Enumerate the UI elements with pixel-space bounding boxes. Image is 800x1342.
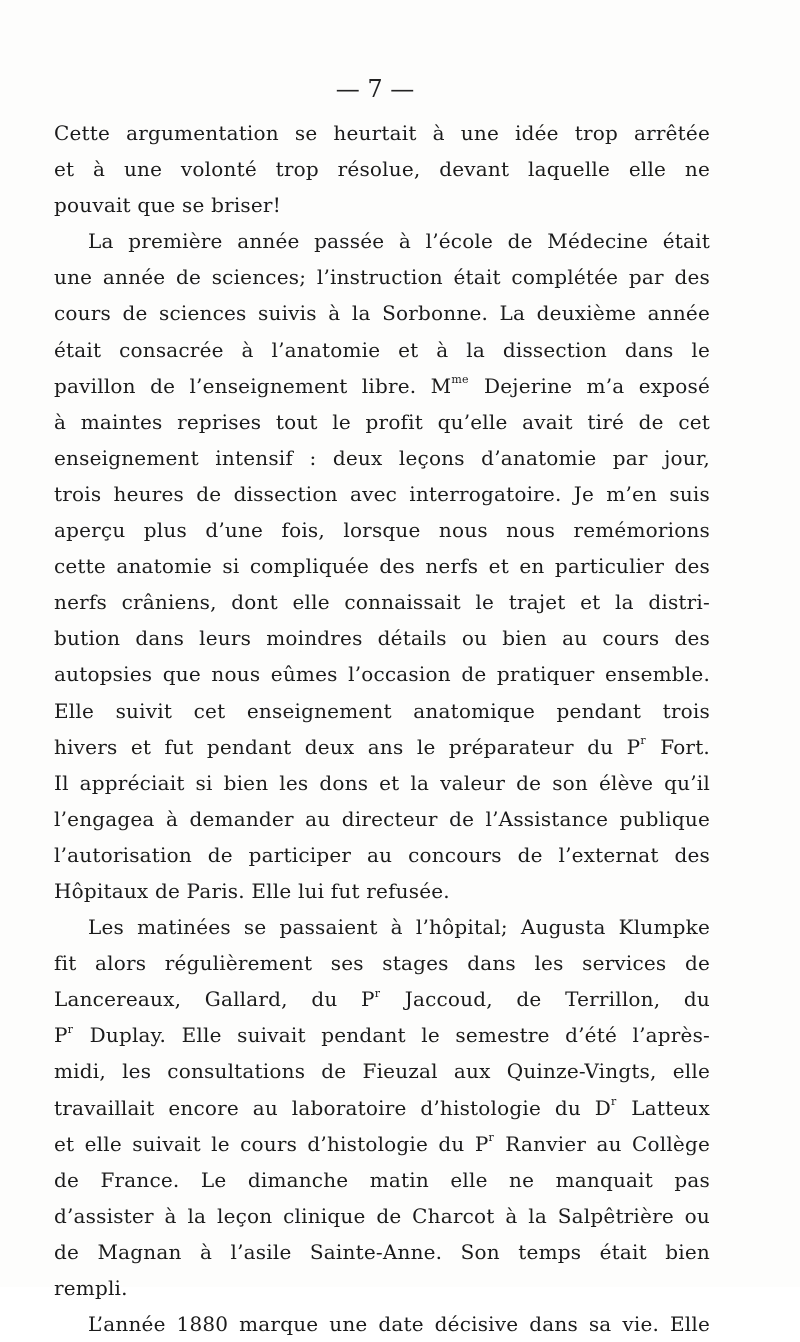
text-line (54, 981, 710, 1017)
text-line (54, 440, 710, 476)
text-segment: Lancereaux, Gallard, du P (54, 987, 375, 1012)
text-line (54, 223, 710, 259)
text-segment: P (54, 1023, 68, 1048)
text-line (54, 404, 710, 440)
text-line (54, 1162, 710, 1198)
text-line (54, 1198, 710, 1234)
text-line (54, 1270, 710, 1306)
text-line (54, 1017, 710, 1053)
text-line (54, 476, 710, 512)
superscript: me (451, 373, 469, 386)
text-segment: Les matinées se passaient à l’hôpital; Augusta Klumpke (88, 915, 710, 940)
text-segment: Cette argumentation se heurtait à une idée trop arrêtée (54, 121, 710, 145)
text-segment: bution dans leurs moindres détails ou bien au cours des (54, 626, 710, 651)
text-segment: aperçu plus d’une fois, lorsque nous nous remémorions (54, 518, 710, 543)
text-segment: Jaccoud, de Terrillon, du (381, 987, 711, 1012)
text-segment: cours de sciences suivis à la Sorbonne. La deuxième année (54, 301, 710, 326)
text-segment: cette anatomie si compliquée des nerfs et en particulier des (54, 554, 710, 579)
text-segment: La première année passée à l’école de Médecine était (88, 229, 710, 254)
text-segment: et à une volonté trop résolue, devant laquelle elle ne (54, 157, 710, 182)
page-number: — 7 — (335, 75, 415, 103)
text-line (54, 1126, 710, 1162)
text-segment: l’autorisation de participer au concours de l’externat des (54, 842, 710, 867)
text-line (54, 729, 710, 765)
text-line (54, 368, 710, 404)
text-line (54, 801, 710, 837)
text-segment: Il appréciait si bien les dons et la valeur de son élève qu’il (54, 770, 710, 795)
text-segment: l’engagea à demander au directeur de l’Assistance publique (54, 806, 710, 831)
body-text (54, 115, 710, 1342)
text-line (54, 332, 710, 368)
text-segment: Hôpitaux de Paris. Elle lui fut refusée. (54, 878, 450, 903)
text-segment: hivers et fut pendant deux ans le préparateur du P (54, 734, 641, 759)
text-segment: Duplay. Elle suivait pendant le semestre d’été l’après- (74, 1023, 710, 1048)
text-line (54, 1234, 710, 1270)
text-line (54, 837, 710, 873)
text-segment: pavillon de l’enseignement libre. M (54, 373, 452, 398)
text-line (54, 512, 710, 548)
text-line (54, 295, 710, 331)
text-segment: Latteux (617, 1095, 710, 1120)
text-line (54, 548, 710, 584)
text-segment: d’assister à la leçon clinique de Charcot à la Salpêtrière ou (54, 1203, 710, 1228)
text-line (54, 909, 710, 945)
superscript: r (640, 733, 646, 747)
text-segment: autopsies que nous eûmes l’occasion de pratiquer ensemble. (54, 662, 710, 687)
text-line (54, 1090, 710, 1126)
text-segment: enseignement intensif : deux leçons d’anatomie par jour, (54, 445, 710, 470)
superscript: r (67, 1022, 74, 1036)
superscript: r (488, 1130, 494, 1144)
superscript: r (374, 986, 381, 1000)
superscript: r (611, 1094, 617, 1108)
text-segment: trois heures de dissection avec interrogatoire. Je m’en suis (54, 481, 710, 506)
text-segment: fit alors régulièrement ses stages dans les services de (54, 951, 710, 976)
text-segment: était consacrée à l’anatomie et à la dissection dans le (54, 337, 710, 362)
text-segment: une année de sciences; l’instruction était complétée par des (54, 265, 710, 290)
text-line (54, 656, 710, 692)
text-line (54, 873, 710, 909)
text-line (54, 1306, 710, 1342)
text-line (54, 584, 710, 620)
text-segment: de France. Le dimanche matin elle ne manquait pas (54, 1167, 710, 1192)
text-line (54, 693, 710, 729)
text-line (54, 151, 710, 187)
text-line (54, 115, 710, 151)
text-line (54, 765, 710, 801)
text-segment: de Magnan à l’asile Sainte-Anne. Son temps était bien (54, 1239, 710, 1264)
text-segment: Fort. (646, 734, 710, 759)
text-segment: rempli. (54, 1276, 128, 1300)
text-segment: à maintes reprises tout le profit qu’elle avait tiré de cet (54, 409, 710, 434)
text-segment: midi, les consultations de Fieuzal aux Quinze-Vingts, elle (54, 1059, 710, 1084)
text-segment: L’année 1880 marque une date décisive dans sa vie. Elle (88, 1312, 710, 1337)
text-line (54, 187, 710, 223)
text-segment: Elle suivit cet enseignement anatomique pendant trois (54, 698, 710, 723)
text-line (54, 945, 710, 981)
text-segment: Ranvier au Collège (494, 1131, 710, 1156)
text-segment: nerfs crâniens, dont elle connaissait le trajet et la distri- (54, 590, 710, 615)
text-line (54, 1053, 710, 1089)
text-segment: travaillait encore au laboratoire d’histologie du D (54, 1095, 611, 1120)
text-segment: pouvait que se briser! (54, 193, 281, 218)
text-segment: Dejerine m’a exposé (469, 373, 710, 398)
text-line (54, 259, 710, 295)
text-line (54, 620, 710, 656)
text-segment: et elle suivait le cours d’histologie du P (54, 1131, 489, 1156)
